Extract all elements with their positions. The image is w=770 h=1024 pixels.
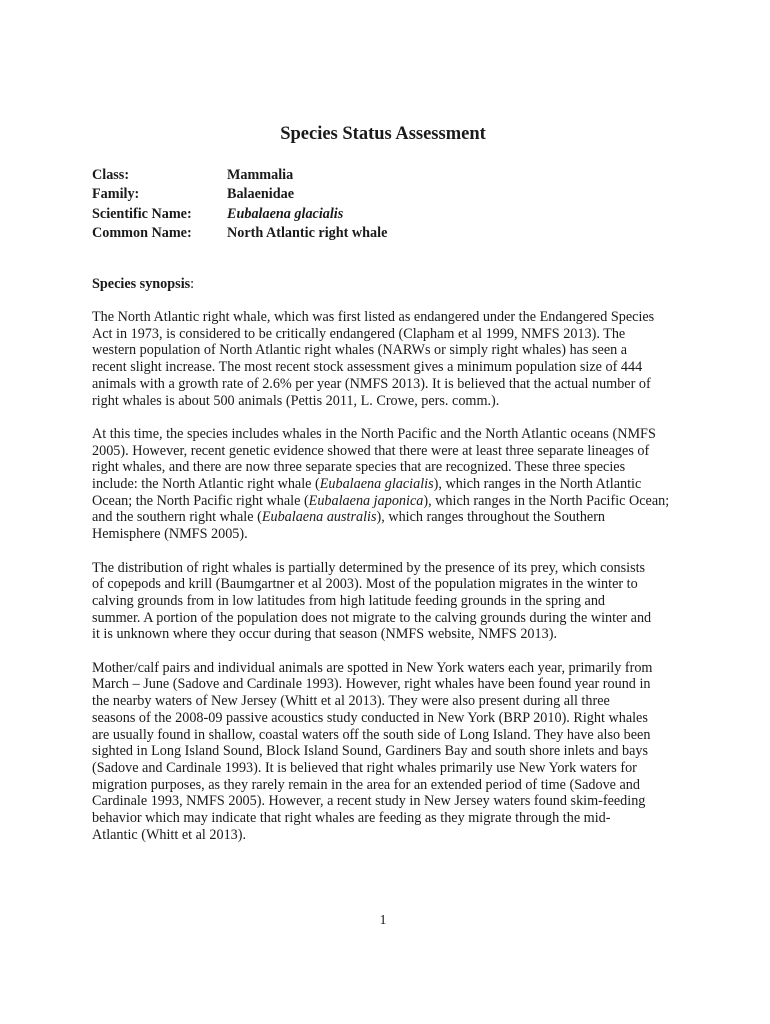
paragraph-line: Cardinale 1993, NMFS 2005). However, a recent study in New Jersey waters found skim-feeding bbox=[92, 793, 646, 810]
paragraph-line: The distribution of right whales is partially determined by the presence of its prey, which consists bbox=[92, 559, 646, 576]
class-value: Mammalia bbox=[227, 167, 294, 183]
paragraph-line: (Sadove and Cardinale 1993). It is believed that right whales primarily use New York waters for bbox=[92, 759, 637, 776]
scientific-name-value: Eubalaena glacialis bbox=[227, 205, 344, 222]
paragraph-line: calving grounds from in low latitudes from high latitude feeding grounds in the spring and bbox=[92, 592, 606, 609]
paragraph-line: behavior which may indicate that right whales are feeding as they migrate through the mid- bbox=[92, 810, 611, 827]
paragraph-line: Hemisphere (NMFS 2005). bbox=[92, 526, 248, 543]
paragraph-line: Atlantic (Whitt et al 2013). bbox=[92, 826, 247, 843]
synopsis-paragraph bbox=[92, 660, 692, 844]
paragraph-line: Mother/calf pairs and individual animals are spotted in New York waters each year, primarily from bbox=[92, 659, 653, 676]
document-title: Species Status Assessment bbox=[280, 124, 486, 144]
paragraph-line: At this time, the species includes whales in the North Pacific and the North Atlantic oceans (NMFS bbox=[92, 425, 656, 442]
paragraph-line: summer. A portion of the population does not migrate to the calving grounds during the winter and bbox=[92, 609, 652, 626]
family-label: Family: bbox=[92, 186, 140, 203]
paragraph-line: include: the North Atlantic right whale (Eubalaena glacialis), which ranges in the North Atlantic bbox=[92, 476, 642, 493]
paragraph-line: Act in 1973, is considered to be critically endangered (Clapham et al 1999, NMFS 2013). The bbox=[92, 325, 626, 342]
common-name-value: North Atlantic right whale bbox=[227, 224, 388, 241]
paragraph-line: right whales is about 500 animals (Pettis 2011, L. Crowe, pers. comm.). bbox=[92, 392, 500, 409]
classification-table bbox=[92, 166, 387, 243]
class-row bbox=[92, 166, 387, 185]
common-name-row bbox=[92, 224, 387, 243]
common-name-label: Common Name: bbox=[92, 224, 192, 241]
scientific-name-italic: Eubalaena glacialis bbox=[319, 476, 434, 493]
page-number: 1 bbox=[379, 913, 387, 928]
paragraph-line: and the southern right whale (Eubalaena australis), which ranges throughout the Southern bbox=[92, 509, 606, 526]
synopsis-heading-text: Species synopsis bbox=[92, 276, 191, 292]
paragraph-line: of copepods and krill (Baumgartner et al 2003). Most of the population migrates in the winter to bbox=[92, 576, 638, 593]
scientific-name-italic: Eubalaena japonica bbox=[308, 492, 424, 509]
paragraph-line: right whales, and there are now three separate species that are recognized. These three species bbox=[92, 459, 626, 476]
paragraph-line: Ocean; the North Pacific right whale (Eubalaena japonica), which ranges in the North Pacific Ocean; bbox=[92, 492, 670, 509]
synopsis-heading bbox=[92, 276, 194, 293]
scientific-name-italic: Eubalaena australis bbox=[261, 509, 377, 526]
paragraph-line: sighted in Long Island Sound, Block Island Sound, Gardiners Bay and south shore inlets and bays bbox=[92, 743, 649, 760]
paragraph-line: the nearby waters of New Jersey (Whitt et al 2013). They were also present during all three bbox=[92, 693, 610, 710]
synopsis-paragraph bbox=[92, 426, 692, 543]
paragraph-line: are usually found in shallow, coastal waters off the south side of Long Island. They have also been bbox=[92, 726, 651, 743]
synopsis-heading-colon: : bbox=[190, 276, 195, 292]
paragraph-line: animals with a growth rate of 2.6% per year (NMFS 2013). It is believed that the actual number of bbox=[92, 375, 651, 392]
paragraph-line: seasons of the 2008-09 passive acoustics study conducted in New York (BRP 2010). Right whales bbox=[92, 709, 648, 726]
paragraph-line: it is unknown where they occur during that season (NMFS website, NMFS 2013). bbox=[92, 626, 557, 643]
paragraph-line: recent slight increase. The most recent stock assessment gives a minimum population size of 444 bbox=[92, 359, 643, 376]
paragraph-line: migration purposes, as they rarely remain in the area for an extended period of time (Sadove and bbox=[92, 776, 640, 793]
paragraph-line: March – June (Sadove and Cardinale 1993). However, right whales have been found year round in bbox=[92, 676, 651, 693]
synopsis-body bbox=[92, 309, 692, 860]
class-label: Class: bbox=[92, 167, 130, 183]
paragraph-line: 2005). However, recent genetic evidence showed that there were at least three separate lineages of bbox=[92, 442, 650, 459]
scientific-name-label: Scientific Name: bbox=[92, 205, 192, 222]
scientific-name-row bbox=[92, 205, 387, 224]
paragraph-line: The North Atlantic right whale, which was first listed as endangered under the Endangered Species bbox=[92, 309, 655, 325]
synopsis-paragraph bbox=[92, 309, 692, 409]
synopsis-paragraph bbox=[92, 560, 692, 644]
family-value: Balaenidae bbox=[227, 186, 295, 203]
paragraph-line: western population of North Atlantic right whales (NARWs or simply right whales) has seen a bbox=[92, 342, 628, 359]
family-row bbox=[92, 185, 387, 204]
